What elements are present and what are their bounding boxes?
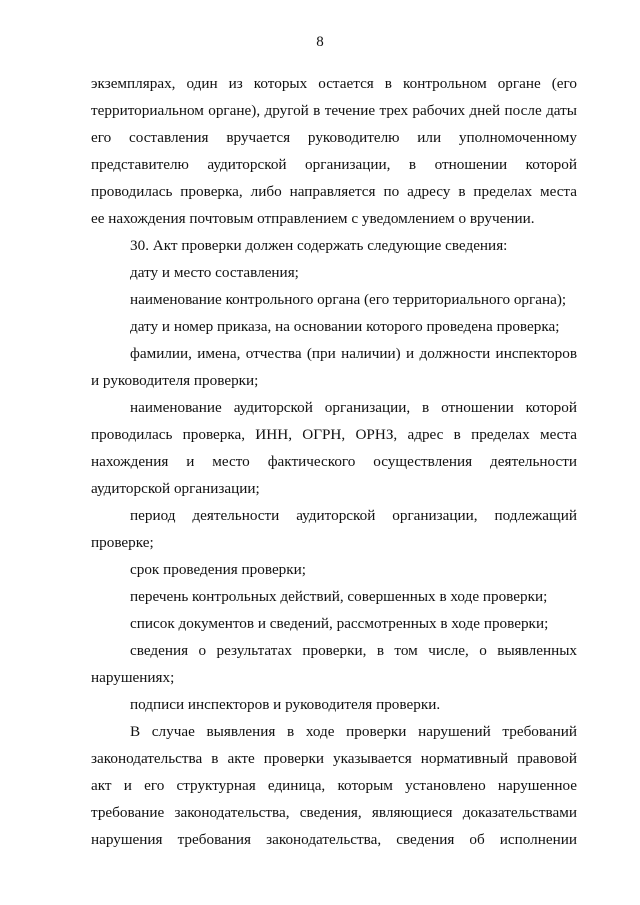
- list-item: дату и место составления;: [130, 264, 299, 281]
- text-line: ее нахождения почтовым отправлением с уведомлением о вручении.: [91, 210, 535, 227]
- list-item: сведения о результатах проверки, в том числе, о выявленных: [130, 642, 577, 659]
- list-item-continuation: аудиторской организации;: [91, 480, 260, 497]
- list-item-continuation: проверке;: [91, 534, 154, 551]
- text-line: законодательства в акте проверки указывается нормативный правовой: [91, 750, 577, 767]
- text-line: его составления вручается руководителю или уполномоченному: [91, 129, 577, 146]
- list-item-continuation: проводилась проверка, ИНН, ОГРН, ОРНЗ, адрес в пределах места: [91, 426, 577, 443]
- text-line: нарушения требования законодательства, сведения об исполнении: [91, 831, 577, 848]
- text-line: требование законодательства, сведения, являющиеся доказательствами: [91, 804, 577, 821]
- text-line: представителю аудиторской организации, в отношении которой: [91, 156, 577, 173]
- text-line: В случае выявления в ходе проверки нарушений требований: [130, 723, 577, 740]
- text-line: акт и его структурная единица, которым установлено нарушенное: [91, 777, 577, 794]
- text-line: проводилась проверка, либо направляется по адресу в пределах места: [91, 183, 577, 200]
- list-item: дату и номер приказа, на основании которого проведена проверка;: [130, 318, 560, 335]
- list-item: срок проведения проверки;: [130, 561, 307, 578]
- list-item: наименование контрольного органа (его территориального органа);: [130, 291, 567, 308]
- text-line: экземплярах, один из которых остается в контрольном органе (его: [91, 75, 577, 92]
- list-item: подписи инспекторов и руководителя проверки.: [130, 696, 441, 713]
- list-item: перечень контрольных действий, совершенных в ходе проверки;: [130, 588, 548, 605]
- list-item-continuation: нахождения и место фактического осуществления деятельности: [91, 453, 577, 470]
- page-number: 8: [316, 34, 324, 50]
- list-item: период деятельности аудиторской организации, подлежащий: [130, 507, 577, 524]
- list-item: список документов и сведений, рассмотренных в ходе проверки;: [130, 615, 549, 632]
- list-item-continuation: и руководителя проверки;: [91, 372, 259, 389]
- section-heading: 30. Акт проверки должен содержать следующие сведения:: [130, 237, 508, 254]
- list-item-continuation: нарушениях;: [91, 669, 175, 686]
- text-line: территориальном органе), другой в течение трех рабочих дней после даты: [91, 102, 577, 119]
- list-item: фамилии, имена, отчества (при наличии) и должности инспекторов: [130, 345, 577, 362]
- list-item: наименование аудиторской организации, в отношении которой: [130, 399, 577, 416]
